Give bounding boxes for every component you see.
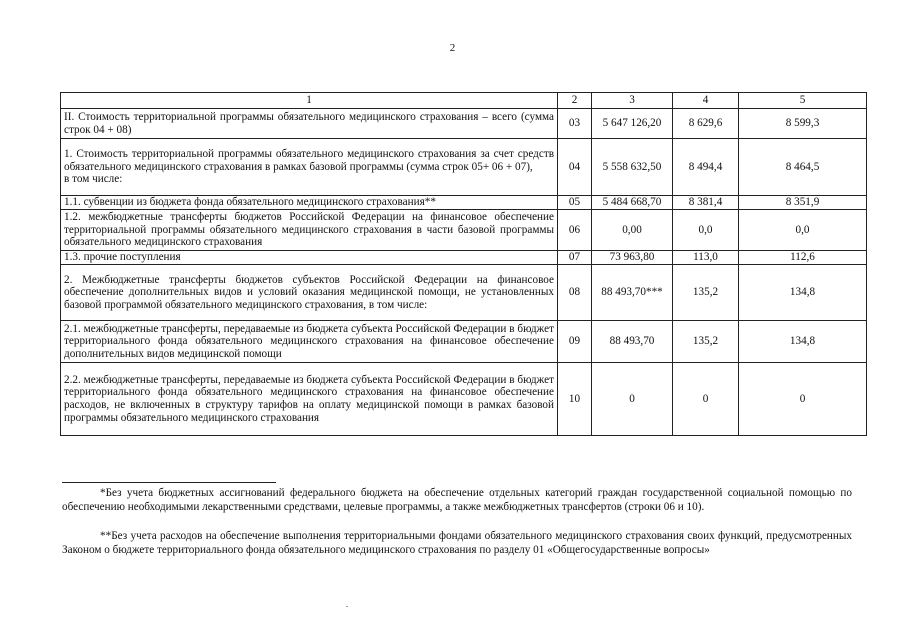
column-header-5: 5 [739,93,867,109]
table-row [61,139,867,196]
row-value-col4: 8 629,6 [673,109,739,139]
row-value-col4: 8 494,4 [673,139,739,196]
row-description: II. Стоимость территориальной программы обязательного медицинского страхования – всего (сумма строк 04 + 08) [61,109,558,139]
row-code: 07 [558,251,592,265]
row-value-col3: 5 647 126,20 [592,109,673,139]
table-row [61,265,867,321]
row-code: 05 [558,196,592,210]
row-description: 2.2. межбюджетные трансферты, передаваемые из бюджета субъекта Российской Федерации в бюджет территориального фонда обязательного медицинского страхования на финансовое обеспечение расходов, не включенных в структуру тарифов на оплату медицинской помощи в рамках базовой программы обязательного медицинского страхования [61,363,558,436]
footnote-divider [62,482,276,483]
table-row [61,251,867,265]
row-value-col4: 135,2 [673,265,739,321]
row-value-col4: 135,2 [673,321,739,363]
row-value-col4: 113,0 [673,251,739,265]
row-value-col4: 0 [673,363,739,436]
footnote-1: *Без учета бюджетных ассигнований федерального бюджета на обеспечение отдельных категорий граждан государственной социальной помощью по обеспечению необходимыми лекарственными средствами, целевые программы, а также межбюджетных трансфертов (строки 06 и 10). [62,487,852,513]
row-value-col5: 0 [739,363,867,436]
row-value-col3: 88 493,70*** [592,265,673,321]
row-value-col3: 5 484 668,70 [592,196,673,210]
table-row [61,109,867,139]
row-value-col3: 0,00 [592,210,673,251]
row-description: 2. Межбюджетные трансферты бюджетов субъектов Российской Федерации на финансовое обеспечение дополнительных видов и условий оказания медицинской помощи, не установленных базовой программой обязательного медицинского страхования, в том числе: [61,265,558,321]
row-value-col5: 8 599,3 [739,109,867,139]
row-code: 10 [558,363,592,436]
row-value-col5: 134,8 [739,265,867,321]
row-code: 06 [558,210,592,251]
financing-table [60,92,867,436]
row-description: 1.2. межбюджетные трансферты бюджетов Российской Федерации на финансовое обеспечение территориальной программы обязательного медицинского страхования в части базовой программы обязательного медицинского страхования [61,210,558,251]
table-row [61,363,867,436]
column-header-4: 4 [673,93,739,109]
row-code: 03 [558,109,592,139]
row-value-col5: 134,8 [739,321,867,363]
table-row [61,210,867,251]
row-value-col4: 8 381,4 [673,196,739,210]
footnote-2: **Без учета расходов на обеспечение выполнения территориальными фондами обязательного медицинского страхования своих функций, предусмотренных Законом о бюджете территориального фонда обязательного медицинского страхования по разделу 01 «Общегосударственные вопросы» [62,530,852,556]
row-value-col3: 5 558 632,50 [592,139,673,196]
row-code: 08 [558,265,592,321]
row-value-col5: 0,0 [739,210,867,251]
table-body [61,109,867,436]
page-number: 2 [449,42,456,54]
row-description: 1.1. субвенции из бюджета фонда обязательного медицинского страхования** [61,196,558,210]
column-header-1: 1 [61,93,558,109]
row-code: 09 [558,321,592,363]
row-value-col5: 8 351,9 [739,196,867,210]
row-value-col3: 0 [592,363,673,436]
column-header-3: 3 [592,93,673,109]
row-description: 1.3. прочие поступления [61,251,558,265]
row-description: 2.1. межбюджетные трансферты, передаваемые из бюджета субъекта Российской Федерации в бюджет территориального фонда обязательного медицинского страхования на финансовое обеспечение дополнительных видов медицинской помощи [61,321,558,363]
row-value-col5: 112,6 [739,251,867,265]
row-description: 1. Стоимость территориальной программы обязательного медицинского страхования за счет средств обязательного медицинского страхования в рамках базовой программы (сумма строк 05+ 06 + 07), в том числе: [61,139,558,196]
row-value-col4: 0,0 [673,210,739,251]
table-row [61,196,867,210]
table-row [61,321,867,363]
row-code: 04 [558,139,592,196]
column-header-2: 2 [558,93,592,109]
row-value-col3: 73 963,80 [592,251,673,265]
row-value-col5: 8 464,5 [739,139,867,196]
table-header-row [61,93,867,109]
row-value-col3: 88 493,70 [592,321,673,363]
scan-speck [346,606,348,607]
